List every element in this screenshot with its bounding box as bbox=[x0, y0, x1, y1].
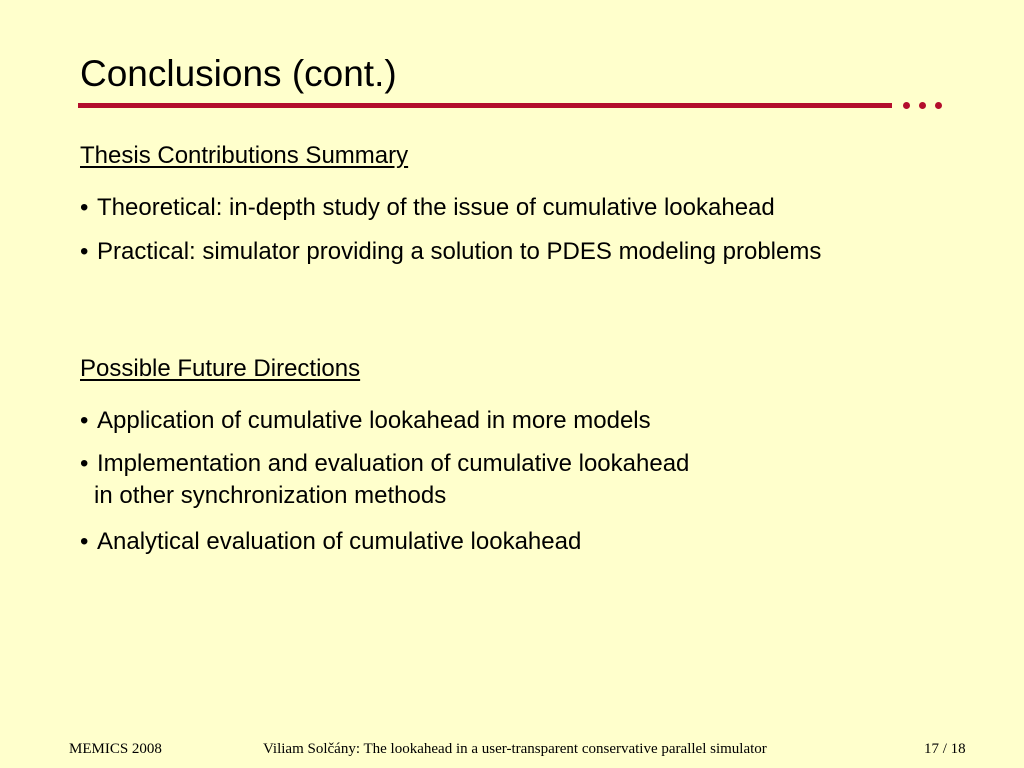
bullet-text: Implementation and evaluation of cumulative lookahead bbox=[97, 450, 690, 477]
slide-title: Conclusions (cont.) bbox=[80, 53, 397, 94]
section-heading-future-directions: Possible Future Directions bbox=[80, 355, 361, 382]
bullet-text: Practical: simulator providing a solution to PDES modeling problems bbox=[97, 238, 822, 265]
bullet-item bbox=[80, 236, 821, 268]
section-heading-thesis-contributions: Thesis Contributions Summary bbox=[80, 142, 409, 169]
bullet-icon: • bbox=[80, 194, 89, 221]
bullet-text: Analytical evaluation of cumulative lookahead bbox=[97, 528, 582, 555]
title-underline-rule bbox=[78, 103, 892, 108]
bullet-item bbox=[80, 405, 651, 437]
bullet-icon: • bbox=[80, 528, 89, 555]
bullet-text: Theoretical: in-depth study of the issue of cumulative lookahead bbox=[97, 194, 775, 221]
footer-page-number: 17 / 18 bbox=[924, 741, 966, 757]
bullet-icon: • bbox=[80, 238, 89, 265]
bullet-item bbox=[80, 448, 689, 512]
bullet-item bbox=[80, 526, 581, 558]
bullet-icon: • bbox=[80, 450, 89, 477]
bullet-item bbox=[80, 192, 775, 224]
footer-conference: MEMICS 2008 bbox=[69, 741, 162, 757]
footer-author-title: Viliam Solčány: The lookahead in a user-transparent conservative parallel simulator bbox=[263, 741, 767, 757]
bullet-text: Application of cumulative lookahead in more models bbox=[97, 407, 651, 434]
bullet-text-continuation: in other synchronization methods bbox=[94, 482, 447, 509]
bullet-icon: • bbox=[80, 407, 89, 434]
